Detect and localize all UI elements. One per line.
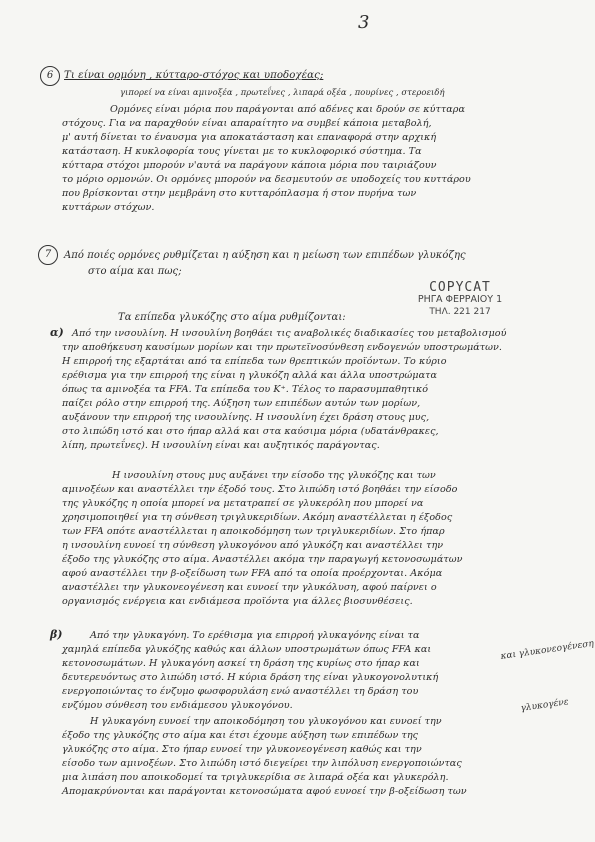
intro-sentence: Τα επίπεδα γλυκόζης στο αίμα ρυθμίζονται: <box>118 312 346 323</box>
q6-line-7: που βρίσκονται στην μεμβράνη στο κυτταρόπλασμα ή στον πυρήνα των <box>62 188 417 199</box>
b-line-2: χαμηλά επίπεδα γλυκόζης καθώς και άλλων υποστρωμάτων όπως FFA και <box>62 644 432 655</box>
a-line-3: Η επιρροή της εξαρτάται από τα επίπεδα των θρεπτικών προϊόντων. Το κύριο <box>62 356 447 367</box>
b-line-5: ενεργοποιώντας το ένζυμο φωσφορυλάση ενώ αναστέλλει τη δράση του <box>62 686 419 697</box>
a-line-7: αυξάνουν την επιρροή της ινσουλίνης. Η ινσουλίνη έχει δράση στους μυς, <box>62 412 430 423</box>
a-line-4: ερέθισμα για την επιρροή της είναι η γλυκόζη αλλά και άλλα υποστρώματα <box>62 370 437 381</box>
b-line-11: μια λιπάση που αποικοδομεί τα τριγλυκερίδια σε λιπαρά οξέα και γλυκερόλη. <box>62 772 449 783</box>
b-line-10: είσοδο των αμινοξέων. Στο λιπώδη ιστό διεγείρει την λιπόλυση ενεργοποιώντας <box>62 758 462 769</box>
b-line-7: Η γλυκαγόνη ευνοεί την αποικοδόμηση του γλυκογόνου και ευνοεί την <box>90 716 442 727</box>
stamp-line-3: ΤΗΛ. 221 217 <box>429 307 491 317</box>
stamp-line-1: COPYCAT <box>429 280 491 295</box>
a-line-1: Από την ινσουλίνη. Η ινσουλίνη βοηθάει τις αναβολικές διαδικασίες του μεταβολισμού <box>72 328 507 339</box>
b-line-8: έξοδο της γλυκόζης στο αίμα και έτσι έχουμε αύξηση των επιπέδων της <box>62 730 419 741</box>
question-6-subtitle: γιπορεί να είναι αμινοξέα , πρωτεΐνες , λιπαρά οξέα , πουρίνες , στεροειδή <box>120 87 445 97</box>
a-line-18: αναστέλλει την γλυκονεογένεση και ευνοεί την γλυκόλυση, αφού παίρνει ο <box>62 582 437 593</box>
a-line-13: χρησιμοποιηθεί για τη σύνθεση τριγλυκεριδίων. Ακόμη αναστέλλεται η έξοδος <box>62 512 453 523</box>
a-line-15: η ινσουλίνη ευνοεί τη σύνθεση γλυκογόνου από γλυκόζη και αναστέλλει την <box>62 540 444 551</box>
question-6-number: 6 <box>40 66 60 86</box>
a-line-8: στο λιπώδη ιστό και στο ήπαρ αλλά και στα καύσιμα μόρια (υδατάνθρακες, <box>62 426 439 437</box>
q6-line-2: στόχους. Για να παραχθούν είναι απαραίτητο να συμβεί κάποια μεταβολή, <box>62 118 432 129</box>
b-line-4: δευτερευόντως στο λιπώδη ιστό. Η κύρια δράση της είναι γλυκογονολυτική <box>62 672 439 683</box>
b-line-9: γλυκόζης στο αίμα. Στο ήπαρ ευνοεί την γλυκονεογένεση καθώς και την <box>62 744 422 755</box>
copycat-stamp <box>380 282 540 318</box>
page-number: 3 <box>358 12 370 33</box>
b-line-1: Από την γλυκαγόνη. Το ερέθισμα για επιρροή γλυκαγόνης είναι τα <box>90 630 420 641</box>
a-line-17: αφού αναστέλλει την β-οξείδωση των FFA από τα οποία προέρχονται. Ακόμα <box>62 568 443 579</box>
a-line-19: οργανισμός ενέργεια και ενδιάμεσα προϊόντα για άλλες βιοσυνθέσεις. <box>62 596 413 607</box>
question-7-line-1: Από ποιές ορμόνες ρυθμίζεται η αύξηση και η μείωση των επιπέδων γλυκόζης <box>64 250 466 261</box>
q6-line-4: κατάσταση. Η κυκλοφορία τους γίνεται με το κυκλοφορικό σύστημα. Τα <box>62 146 422 157</box>
question-7-line-2: στο αίμα και πως; <box>88 266 182 277</box>
a-line-10: Η ινσουλίνη στους μυς αυξάνει την είσοδο της γλυκόζης και των <box>112 470 436 481</box>
q6-line-5: κύτταρα στόχοι μπορούν ν'αυτά να παράγουν κάποια μόρια που ταιριάζουν <box>62 160 437 171</box>
a-line-6: παίζει ρόλο στην επιρροή της. Αύξηση των επιπέδων αυτών των μορίων, <box>62 398 421 409</box>
b-line-3: κετονοσωμάτων. Η γλυκαγόνη ασκεί τη δράση της κυρίως στο ήπαρ και <box>62 658 420 669</box>
question-7-number: 7 <box>38 245 58 265</box>
q6-line-8: κυττάρων στόχων. <box>62 202 155 213</box>
a-line-11: αμινοξέων και αναστέλλει την έξοδό τους. Στο λιπώδη ιστό βοηθάει την είσοδο <box>62 484 458 495</box>
a-line-16: έξοδο της γλυκόζης στο αίμα. Αναστέλλει ακόμα την παραγωγή κετονοσωμάτων <box>62 554 463 565</box>
q6-line-1: Ορμόνες είναι μόρια που παράγονται από αδένες και δρούν σε κύτταρα <box>110 104 465 115</box>
section-a-label: α) <box>50 326 64 339</box>
a-line-9: λίπη, πρωτεΐνες). Η ινσουλίνη είναι και αυξητικός παράγοντας. <box>62 440 380 451</box>
a-line-2: την αποθήκευση καυσίμων μορίων και την πρωτεϊνοσύνθεση ενδογενών υποστρωμάτων. <box>62 342 503 353</box>
margin-note-2: γλυκογένε <box>520 697 570 714</box>
q6-line-6: το μόριο ορμονών. Οι ορμόνες μπορούν να δεσμευτούν σε υποδοχείς του κυττάρου <box>62 174 471 185</box>
a-line-12: της γλυκόζης η οποία μπορεί να μετατραπεί σε γλυκερόλη που μπορεί να <box>62 498 424 509</box>
a-line-5: όπως τα αμινοξέα τα FFA. Τα επίπεδα του K⁺. Τέλος το παρασυμπαθητικό <box>62 384 429 395</box>
a-line-14: των FFA οπότε αναστέλλεται η αποικοδόμηση των τριγλυκεριδίων. Στο ήπαρ <box>62 526 445 537</box>
b-line-12: Απομακρύνονται και παράγονται κετονοσώματα αφού ευνοεί την β-οξείδωση των <box>62 786 467 797</box>
b-line-6: ενζύμου σύνθεση του ενδιάμεσου γλυκογόνου. <box>62 700 293 711</box>
section-b-label: β) <box>50 628 63 641</box>
q6-line-3: μ' αυτή δίνεται το έναυσμα για αποκατάσταση και επαναφορά στην αρχική <box>62 132 437 143</box>
question-6-title: Τι είναι ορμόνη , κύτταρο-στόχος και υποδοχέας; <box>64 70 324 81</box>
margin-note-1: και γλυκονεογένεση <box>500 638 595 662</box>
stamp-line-2: ΡΗΓΑ ΦΕΡΡΑΙΟΥ 1 <box>417 294 503 305</box>
